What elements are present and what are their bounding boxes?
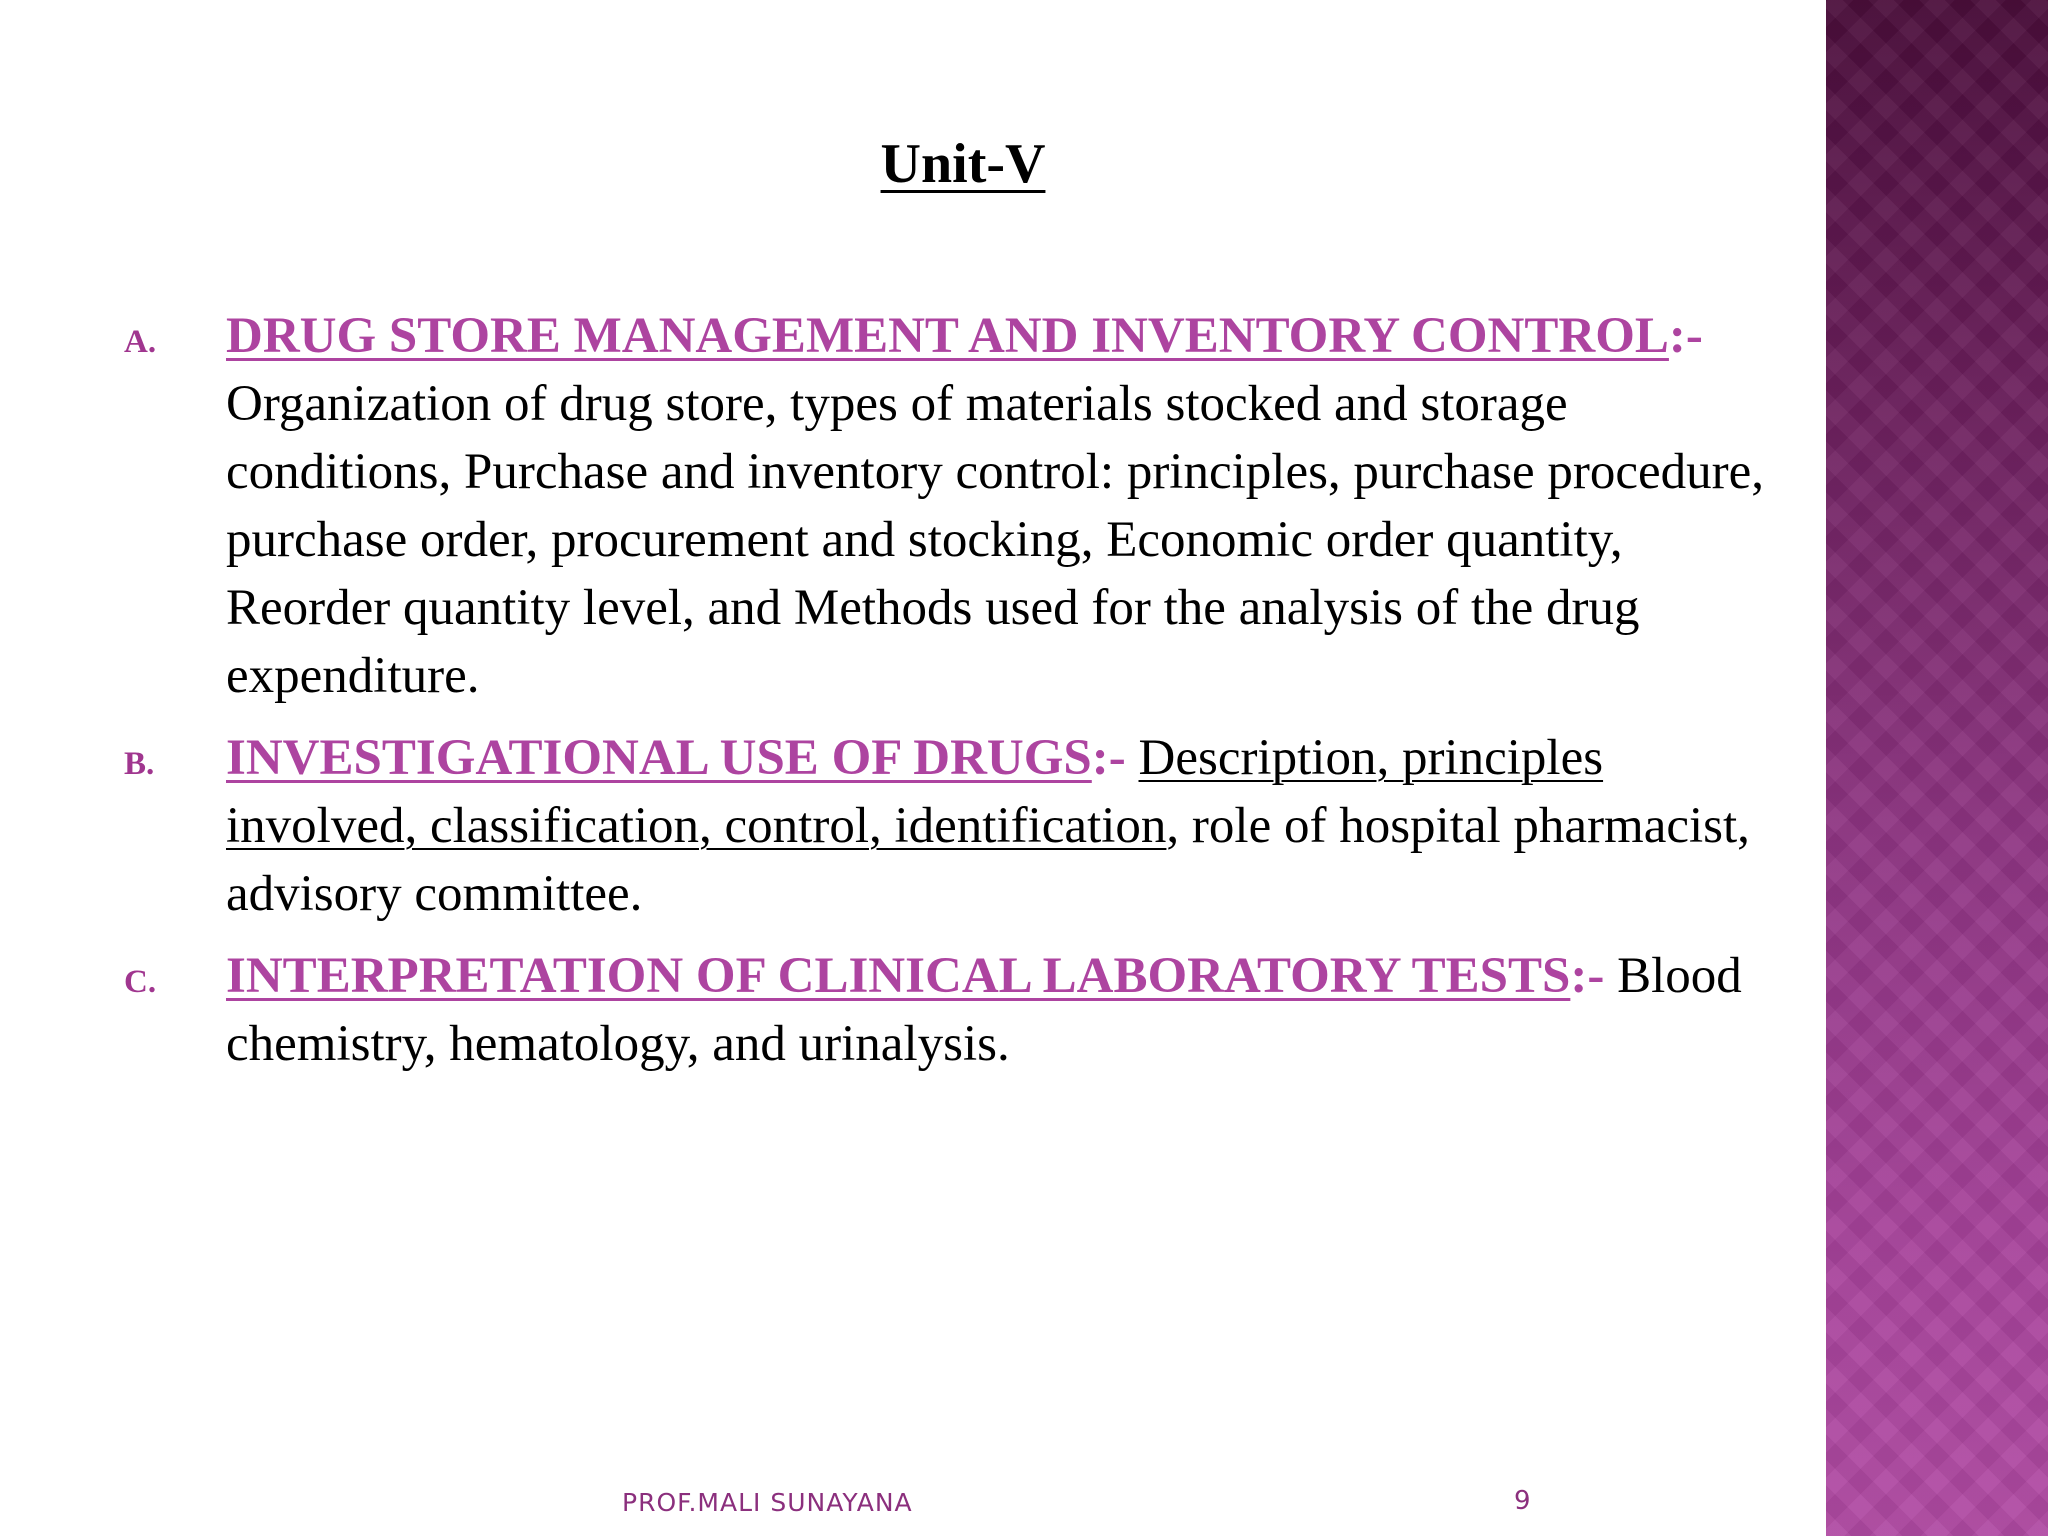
topic-list bbox=[124, 302, 1794, 1092]
topic-description: , role of hospital pharmacist, advisory committee. bbox=[226, 798, 1750, 922]
topic-separator: :- bbox=[1091, 730, 1126, 786]
topic-separator: :- bbox=[1668, 308, 1703, 364]
decorative-side-band bbox=[1826, 0, 2048, 1536]
topic-description: Blood chemistry, hematology, and urinalysis. bbox=[226, 948, 1742, 1072]
slide-title-text: Unit-V bbox=[880, 133, 1046, 195]
topic-marker: C. bbox=[124, 964, 157, 1000]
topic-description: Organization of drug store, types of materials stocked and storage conditions, Purchase and inventory control: principles, purchase procedure, purchase order, procurement and stocking, Economic order quantity, Reorder quantity level, and Methods used for the analysis of the drug expenditure. bbox=[226, 376, 1765, 704]
topic-underlined-description: Description, principles involved, classification, control, identification bbox=[226, 730, 1604, 854]
topic-item-b bbox=[124, 724, 1794, 928]
topic-item-a bbox=[124, 302, 1794, 710]
topic-separator: :- bbox=[1570, 948, 1605, 1004]
topic-item-c bbox=[124, 942, 1794, 1078]
slide-title bbox=[0, 132, 1926, 196]
topic-heading: DRUG STORE MANAGEMENT AND INVENTORY CONTROL bbox=[226, 308, 1669, 364]
footer-author: PROF.MALI SUNAYANA bbox=[622, 1488, 913, 1517]
footer-page-number: 9 bbox=[1514, 1486, 1531, 1516]
topic-marker: A. bbox=[124, 324, 157, 360]
topic-heading: INTERPRETATION OF CLINICAL LABORATORY TESTS bbox=[226, 948, 1571, 1004]
topic-marker: B. bbox=[124, 746, 155, 782]
topic-heading: INVESTIGATIONAL USE OF DRUGS bbox=[226, 730, 1092, 786]
